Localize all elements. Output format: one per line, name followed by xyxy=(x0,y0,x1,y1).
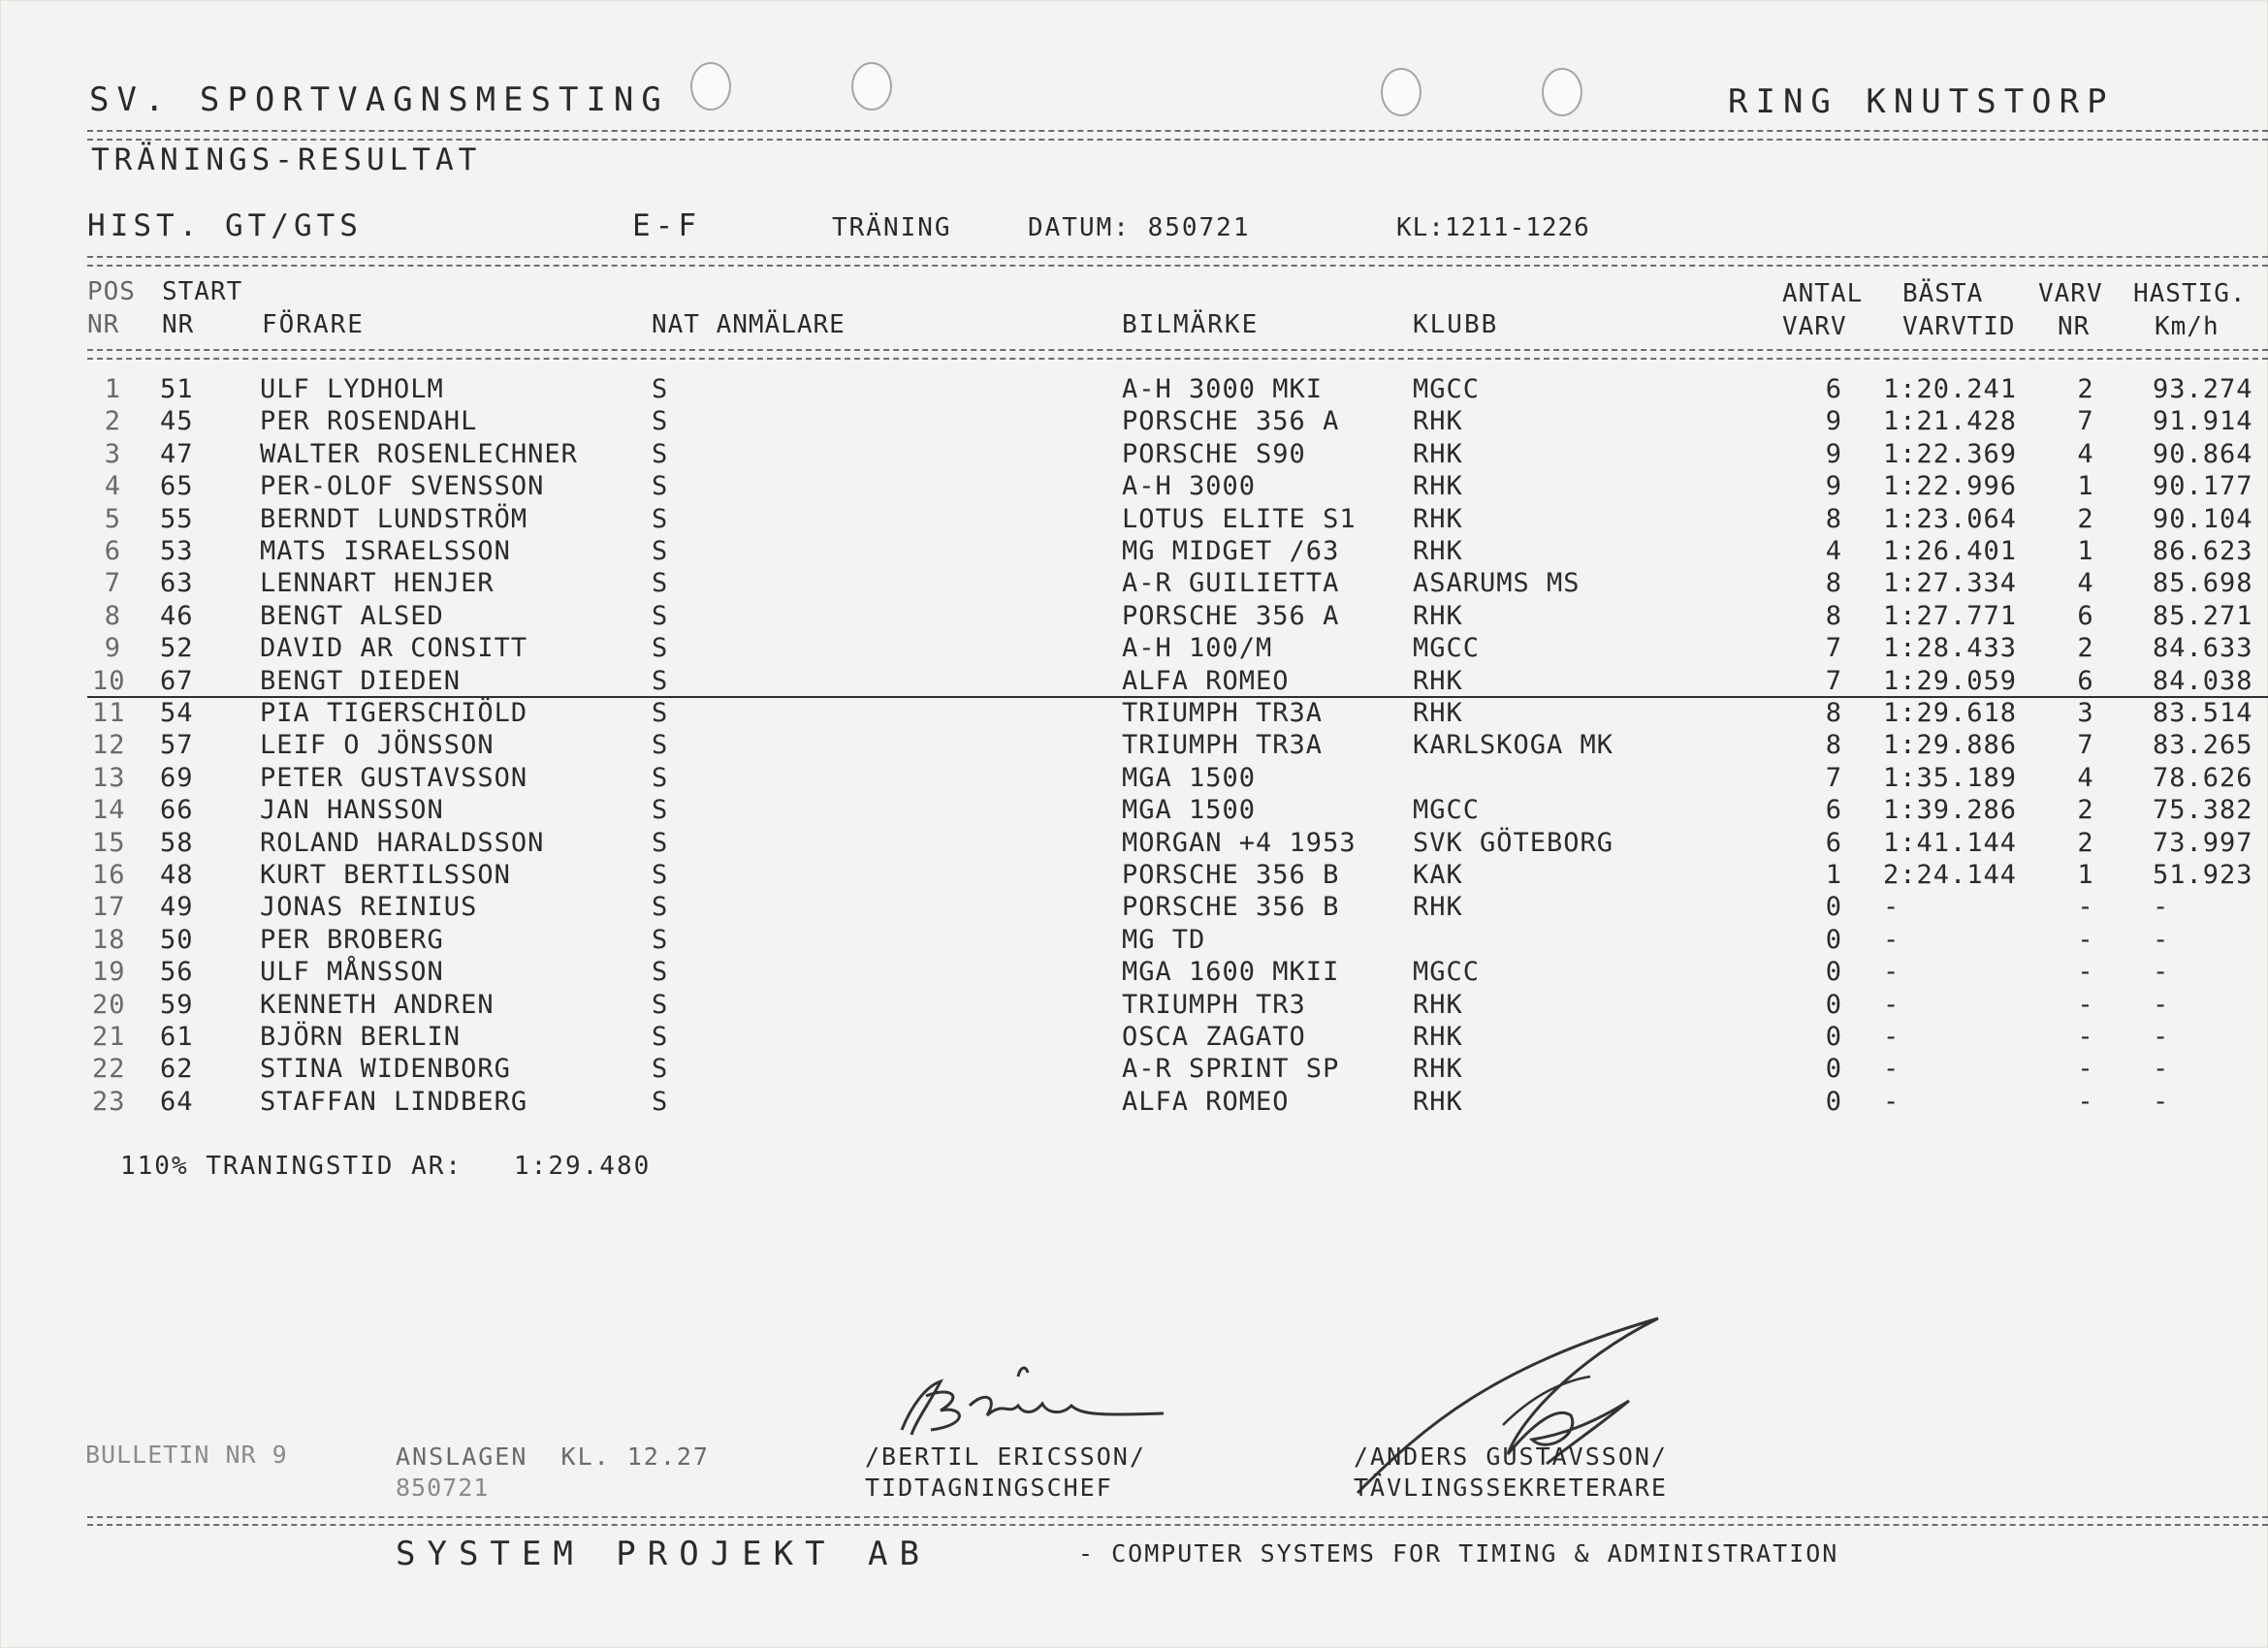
club-name: MGCC xyxy=(1413,795,1481,825)
qualifying-note: 110% TRANINGSTID AR: 1:29.480 xyxy=(120,1152,652,1181)
driver-name: JAN HANSSON xyxy=(260,795,444,825)
best-lap-time: 1:29.059 xyxy=(1883,666,2018,696)
start-number: 53 xyxy=(160,536,194,566)
divider xyxy=(87,1524,2268,1526)
signature-ericsson xyxy=(873,1338,1202,1454)
divider xyxy=(87,265,2268,267)
car-make: PORSCHE 356 A xyxy=(1122,406,1340,436)
speed-kmh: - xyxy=(2153,990,2170,1020)
lap-count: 0 xyxy=(1825,1087,1842,1117)
speed-kmh: 90.177 xyxy=(2153,471,2253,501)
table-row xyxy=(0,406,2268,438)
row-position: 8 xyxy=(104,601,121,631)
row-position: 1 xyxy=(104,374,121,404)
car-make: PORSCHE 356 B xyxy=(1122,860,1340,890)
table-row xyxy=(0,698,2268,730)
speed-kmh: 83.265 xyxy=(2153,730,2253,760)
col-start: NR xyxy=(162,310,195,339)
class-name: HIST. GT/GTS xyxy=(87,208,363,243)
car-make: ALFA ROMEO xyxy=(1122,1087,1290,1117)
driver-name: ROLAND HARALDSSON xyxy=(260,828,545,858)
nationality: S xyxy=(652,957,669,987)
car-make: A-R SPRINT SP xyxy=(1122,1054,1340,1084)
nationality: S xyxy=(652,892,669,922)
nationality: S xyxy=(652,698,669,728)
lap-count: 0 xyxy=(1825,892,1842,922)
start-number: 47 xyxy=(160,439,194,469)
nationality: S xyxy=(652,1022,669,1052)
posted-date: 850721 xyxy=(396,1474,490,1502)
row-position: 13 xyxy=(92,763,126,793)
best-lap-number: - xyxy=(2077,990,2094,1020)
row-position: 2 xyxy=(104,406,121,436)
start-number: 65 xyxy=(160,471,194,501)
club-name: RHK xyxy=(1413,892,1463,922)
car-make: MGA 1600 MKII xyxy=(1122,957,1340,987)
table-row xyxy=(0,568,2268,600)
nationality: S xyxy=(652,471,669,501)
table-row xyxy=(0,633,2268,665)
lap-count: 6 xyxy=(1825,828,1842,858)
driver-name: BENGT ALSED xyxy=(260,601,444,631)
speed-kmh: 93.274 xyxy=(2153,374,2253,404)
driver-name: BJÖRN BERLIN xyxy=(260,1022,462,1052)
car-make: OSCA ZAGATO xyxy=(1122,1022,1306,1052)
row-position: 14 xyxy=(92,795,126,825)
col-speed: HASTIG. xyxy=(2133,279,2247,308)
session-time: KL:1211-1226 xyxy=(1396,213,1590,242)
group-name: E-F xyxy=(632,208,701,243)
driver-name: LEIF O JÖNSSON xyxy=(260,730,495,760)
best-lap-number: 3 xyxy=(2077,698,2094,728)
table-row xyxy=(0,1022,2268,1054)
best-lap-time: 1:20.241 xyxy=(1883,374,2018,404)
punch-hole xyxy=(851,62,892,111)
lap-count: 6 xyxy=(1825,374,1842,404)
speed-kmh: - xyxy=(2153,1022,2170,1052)
speed-kmh: 85.698 xyxy=(2153,568,2253,598)
divider xyxy=(87,358,2268,360)
table-row xyxy=(0,504,2268,536)
driver-name: STINA WIDENBORG xyxy=(260,1054,511,1084)
best-lap-time: 1:28.433 xyxy=(1883,633,2018,663)
best-lap-time: 1:26.401 xyxy=(1883,536,2018,566)
best-lap-number: 6 xyxy=(2077,601,2094,631)
best-lap-time: 1:41.144 xyxy=(1883,828,2018,858)
best-lap-time: - xyxy=(1883,1087,1901,1117)
table-row xyxy=(0,730,2268,762)
speed-kmh: - xyxy=(2153,892,2170,922)
driver-name: ULF MÅNSSON xyxy=(260,957,444,987)
row-position: 19 xyxy=(92,957,126,987)
speed-kmh: - xyxy=(2153,925,2170,955)
table-row xyxy=(0,666,2268,698)
best-lap-number: - xyxy=(2077,1022,2094,1052)
row-position: 23 xyxy=(92,1087,126,1117)
start-number: 62 xyxy=(160,1054,194,1084)
best-lap-time: - xyxy=(1883,1022,1901,1052)
table-row xyxy=(0,1087,2268,1119)
nationality: S xyxy=(652,536,669,566)
car-make: MGA 1500 xyxy=(1122,763,1257,793)
car-make: A-H 3000 xyxy=(1122,471,1257,501)
event-title: SV. SPORTVAGNSMESTING xyxy=(89,80,669,119)
nationality: S xyxy=(652,1087,669,1117)
row-position: 7 xyxy=(104,568,121,598)
speed-kmh: 86.623 xyxy=(2153,536,2253,566)
car-make: A-H 100/M xyxy=(1122,633,1273,663)
page-title: TRÄNINGS-RESULTAT xyxy=(91,143,482,177)
car-make: MORGAN +4 1953 xyxy=(1122,828,1357,858)
session-date: DATUM: 850721 xyxy=(1028,213,1251,242)
best-lap-number: 4 xyxy=(2077,763,2094,793)
lap-count: 8 xyxy=(1825,504,1842,534)
start-number: 45 xyxy=(160,406,194,436)
col-lapnr: NR xyxy=(2058,312,2091,341)
nationality: S xyxy=(652,666,669,696)
car-make: A-H 3000 MKI xyxy=(1122,374,1324,404)
speed-kmh: 84.038 xyxy=(2153,666,2253,696)
driver-name: PIA TIGERSCHIÖLD xyxy=(260,698,528,728)
row-position: 12 xyxy=(92,730,126,760)
lap-count: 7 xyxy=(1825,666,1842,696)
lap-count: 9 xyxy=(1825,439,1842,469)
club-name: ASARUMS MS xyxy=(1413,568,1581,598)
row-position: 3 xyxy=(104,439,121,469)
driver-name: JONAS REINIUS xyxy=(260,892,478,922)
lap-count: 1 xyxy=(1825,860,1842,890)
start-number: 49 xyxy=(160,892,194,922)
best-lap-time: 1:22.369 xyxy=(1883,439,2018,469)
club-name: RHK xyxy=(1413,1087,1463,1117)
best-lap-number: 1 xyxy=(2077,536,2094,566)
start-number: 59 xyxy=(160,990,194,1020)
club-name: MGCC xyxy=(1413,633,1481,663)
best-lap-number: 4 xyxy=(2077,439,2094,469)
nationality: S xyxy=(652,1054,669,1084)
nationality: S xyxy=(652,374,669,404)
speed-kmh: 83.514 xyxy=(2153,698,2253,728)
lap-count: 6 xyxy=(1825,795,1842,825)
best-lap-number: - xyxy=(2077,1054,2094,1084)
car-make: MG TD xyxy=(1122,925,1206,955)
speed-kmh: 51.923 xyxy=(2153,860,2253,890)
table-row xyxy=(0,763,2268,795)
col-pos: POS xyxy=(87,277,136,306)
best-lap-number: 2 xyxy=(2077,374,2094,404)
start-number: 46 xyxy=(160,601,194,631)
club-name: RHK xyxy=(1413,406,1463,436)
lap-count: 0 xyxy=(1825,1022,1842,1052)
club-name: RHK xyxy=(1413,439,1463,469)
best-lap-time: 1:29.886 xyxy=(1883,730,2018,760)
lap-count: 8 xyxy=(1825,568,1842,598)
nationality: S xyxy=(652,601,669,631)
driver-name: KENNETH ANDREN xyxy=(260,990,495,1020)
lap-count: 7 xyxy=(1825,763,1842,793)
row-position: 17 xyxy=(92,892,126,922)
start-number: 56 xyxy=(160,957,194,987)
row-position: 16 xyxy=(92,860,126,890)
qualifying-cut-line xyxy=(87,696,2268,698)
lap-count: 8 xyxy=(1825,730,1842,760)
col-club: KLUBB xyxy=(1413,310,1499,339)
table-row xyxy=(0,439,2268,471)
company-tagline: - COMPUTER SYSTEMS FOR TIMING & ADMINISTRATION xyxy=(1078,1539,1839,1568)
start-number: 64 xyxy=(160,1087,194,1117)
club-name: SVK GÖTEBORG xyxy=(1413,828,1614,858)
nationality: S xyxy=(652,990,669,1020)
start-number: 48 xyxy=(160,860,194,890)
club-name: RHK xyxy=(1413,504,1463,534)
best-lap-number: 7 xyxy=(2077,730,2094,760)
club-name: MGCC xyxy=(1413,374,1481,404)
driver-name: ULF LYDHOLM xyxy=(260,374,444,404)
best-lap-number: - xyxy=(2077,1087,2094,1117)
club-name: KARLSKOGA MK xyxy=(1413,730,1614,760)
club-name: RHK xyxy=(1413,536,1463,566)
club-name: KAK xyxy=(1413,860,1463,890)
posted-time: ANSLAGEN KL. 12.27 xyxy=(396,1442,710,1471)
driver-name: KURT BERTILSSON xyxy=(260,860,511,890)
start-number: 57 xyxy=(160,730,194,760)
divider xyxy=(87,256,2268,258)
speed-kmh: 84.633 xyxy=(2153,633,2253,663)
best-lap-time: 1:39.286 xyxy=(1883,795,2018,825)
table-row xyxy=(0,860,2268,892)
official-title: TIDTAGNINGSCHEF xyxy=(865,1474,1113,1502)
start-number: 61 xyxy=(160,1022,194,1052)
club-name: RHK xyxy=(1413,698,1463,728)
divider xyxy=(87,139,2268,141)
col-driver: FÖRARE xyxy=(262,310,365,339)
best-lap-number: 6 xyxy=(2077,666,2094,696)
start-number: 58 xyxy=(160,828,194,858)
table-row xyxy=(0,892,2268,924)
lap-count: 8 xyxy=(1825,698,1842,728)
speed-kmh: 91.914 xyxy=(2153,406,2253,436)
best-lap-number: 2 xyxy=(2077,795,2094,825)
row-position: 4 xyxy=(104,471,121,501)
nationality: S xyxy=(652,504,669,534)
nationality: S xyxy=(652,828,669,858)
table-row xyxy=(0,925,2268,957)
best-lap-time: - xyxy=(1883,1054,1901,1084)
venue: RING KNUTSTORP xyxy=(1728,82,2115,121)
session-type: TRÄNING xyxy=(832,213,952,242)
start-number: 63 xyxy=(160,568,194,598)
table-row xyxy=(0,601,2268,633)
driver-name: PETER GUSTAVSSON xyxy=(260,763,528,793)
start-number: 54 xyxy=(160,698,194,728)
car-make: LOTUS ELITE S1 xyxy=(1122,504,1357,534)
start-number: 55 xyxy=(160,504,194,534)
col-laps: VARV xyxy=(1782,312,1847,341)
table-row xyxy=(0,471,2268,503)
best-lap-time: 1:22.996 xyxy=(1883,471,2018,501)
official-name: /ANDERS GUSTAVSSON/ xyxy=(1354,1442,1668,1471)
best-lap-time: 1:23.064 xyxy=(1883,504,2018,534)
start-number: 67 xyxy=(160,666,194,696)
speed-kmh: 90.104 xyxy=(2153,504,2253,534)
nationality: S xyxy=(652,633,669,663)
divider xyxy=(87,1516,2268,1518)
driver-name: MATS ISRAELSSON xyxy=(260,536,511,566)
lap-count: 9 xyxy=(1825,406,1842,436)
col-speed: Km/h xyxy=(2155,312,2220,341)
col-start: START xyxy=(162,277,243,306)
car-make: MGA 1500 xyxy=(1122,795,1257,825)
col-lapnr: VARV xyxy=(2038,279,2103,308)
table-row xyxy=(0,536,2268,568)
car-make: PORSCHE S90 xyxy=(1122,439,1306,469)
nationality: S xyxy=(652,795,669,825)
table-row xyxy=(0,990,2268,1022)
car-make: PORSCHE 356 A xyxy=(1122,601,1340,631)
best-lap-time: - xyxy=(1883,957,1901,987)
car-make: A-R GUILIETTA xyxy=(1122,568,1340,598)
col-best: BÄSTA xyxy=(1902,279,1984,308)
best-lap-time: 1:27.334 xyxy=(1883,568,2018,598)
nationality: S xyxy=(652,568,669,598)
lap-count: 7 xyxy=(1825,633,1842,663)
row-position: 18 xyxy=(92,925,126,955)
divider xyxy=(87,130,2268,132)
col-pos: NR xyxy=(87,310,120,339)
start-number: 66 xyxy=(160,795,194,825)
start-number: 51 xyxy=(160,374,194,404)
best-lap-number: - xyxy=(2077,892,2094,922)
lap-count: 0 xyxy=(1825,957,1842,987)
best-lap-number: 1 xyxy=(2077,860,2094,890)
start-number: 69 xyxy=(160,763,194,793)
start-number: 52 xyxy=(160,633,194,663)
row-position: 21 xyxy=(92,1022,126,1052)
table-row xyxy=(0,1054,2268,1086)
driver-name: BERNDT LUNDSTRÖM xyxy=(260,504,528,534)
best-lap-time: 1:29.618 xyxy=(1883,698,2018,728)
nationality: S xyxy=(652,406,669,436)
club-name: RHK xyxy=(1413,666,1463,696)
best-lap-number: - xyxy=(2077,957,2094,987)
club-name: RHK xyxy=(1413,1022,1463,1052)
col-laps: ANTAL xyxy=(1782,279,1864,308)
nationality: S xyxy=(652,925,669,955)
col-best: VARVTID xyxy=(1902,312,2016,341)
speed-kmh: 73.997 xyxy=(2153,828,2253,858)
car-make: TRIUMPH TR3A xyxy=(1122,698,1324,728)
lap-count: 0 xyxy=(1825,925,1842,955)
company-name: SYSTEM PROJEKT AB xyxy=(396,1535,931,1573)
row-position: 10 xyxy=(92,666,126,696)
row-position: 6 xyxy=(104,536,121,566)
best-lap-number: 7 xyxy=(2077,406,2094,436)
speed-kmh: 90.864 xyxy=(2153,439,2253,469)
table-row xyxy=(0,795,2268,827)
car-make: PORSCHE 356 B xyxy=(1122,892,1340,922)
speed-kmh: 85.271 xyxy=(2153,601,2253,631)
nationality: S xyxy=(652,439,669,469)
best-lap-time: 2:24.144 xyxy=(1883,860,2018,890)
col-nat-entrant: NAT ANMÄLARE xyxy=(652,310,846,339)
row-position: 5 xyxy=(104,504,121,534)
driver-name: PER ROSENDAHL xyxy=(260,406,478,436)
punch-hole xyxy=(690,62,731,111)
club-name: RHK xyxy=(1413,1054,1463,1084)
speed-kmh: 78.626 xyxy=(2153,763,2253,793)
table-row xyxy=(0,828,2268,860)
lap-count: 4 xyxy=(1825,536,1842,566)
lap-count: 0 xyxy=(1825,1054,1842,1084)
driver-name: PER BROBERG xyxy=(260,925,444,955)
best-lap-time: - xyxy=(1883,892,1901,922)
row-position: 15 xyxy=(92,828,126,858)
speed-kmh: - xyxy=(2153,957,2170,987)
driver-name: DAVID AR CONSITT xyxy=(260,633,528,663)
club-name: RHK xyxy=(1413,990,1463,1020)
official-name: /BERTIL ERICSSON/ xyxy=(865,1442,1146,1471)
row-position: 22 xyxy=(92,1054,126,1084)
best-lap-number: 1 xyxy=(2077,471,2094,501)
car-make: ALFA ROMEO xyxy=(1122,666,1290,696)
official-title: TÄVLINGSSEKRETERARE xyxy=(1354,1474,1668,1502)
best-lap-number: 2 xyxy=(2077,828,2094,858)
speed-kmh: 75.382 xyxy=(2153,795,2253,825)
punch-hole xyxy=(1542,68,1582,116)
start-number: 50 xyxy=(160,925,194,955)
row-position: 11 xyxy=(92,698,126,728)
best-lap-time: 1:21.428 xyxy=(1883,406,2018,436)
best-lap-time: - xyxy=(1883,990,1901,1020)
nationality: S xyxy=(652,860,669,890)
driver-name: PER-OLOF SVENSSON xyxy=(260,471,545,501)
lap-count: 0 xyxy=(1825,990,1842,1020)
row-position: 20 xyxy=(92,990,126,1020)
club-name: RHK xyxy=(1413,471,1463,501)
speed-kmh: - xyxy=(2153,1087,2170,1117)
car-make: TRIUMPH TR3A xyxy=(1122,730,1324,760)
col-car: BILMÄRKE xyxy=(1122,310,1260,339)
best-lap-number: - xyxy=(2077,925,2094,955)
driver-name: LENNART HENJER xyxy=(260,568,495,598)
club-name: MGCC xyxy=(1413,957,1481,987)
best-lap-number: 2 xyxy=(2077,633,2094,663)
table-row xyxy=(0,957,2268,989)
car-make: MG MIDGET /63 xyxy=(1122,536,1340,566)
driver-name: WALTER ROSENLECHNER xyxy=(260,439,578,469)
punch-hole xyxy=(1381,68,1421,116)
car-make: TRIUMPH TR3 xyxy=(1122,990,1306,1020)
driver-name: STAFFAN LINDBERG xyxy=(260,1087,528,1117)
divider xyxy=(87,349,2268,351)
nationality: S xyxy=(652,763,669,793)
nationality: S xyxy=(652,730,669,760)
lap-count: 9 xyxy=(1825,471,1842,501)
bulletin-number: BULLETIN NR 9 xyxy=(85,1441,288,1469)
table-row xyxy=(0,374,2268,406)
speed-kmh: - xyxy=(2153,1054,2170,1084)
best-lap-time: - xyxy=(1883,925,1901,955)
lap-count: 8 xyxy=(1825,601,1842,631)
best-lap-number: 4 xyxy=(2077,568,2094,598)
row-position: 9 xyxy=(104,633,121,663)
best-lap-time: 1:35.189 xyxy=(1883,763,2018,793)
club-name: RHK xyxy=(1413,601,1463,631)
best-lap-number: 2 xyxy=(2077,504,2094,534)
driver-name: BENGT DIEDEN xyxy=(260,666,462,696)
best-lap-time: 1:27.771 xyxy=(1883,601,2018,631)
